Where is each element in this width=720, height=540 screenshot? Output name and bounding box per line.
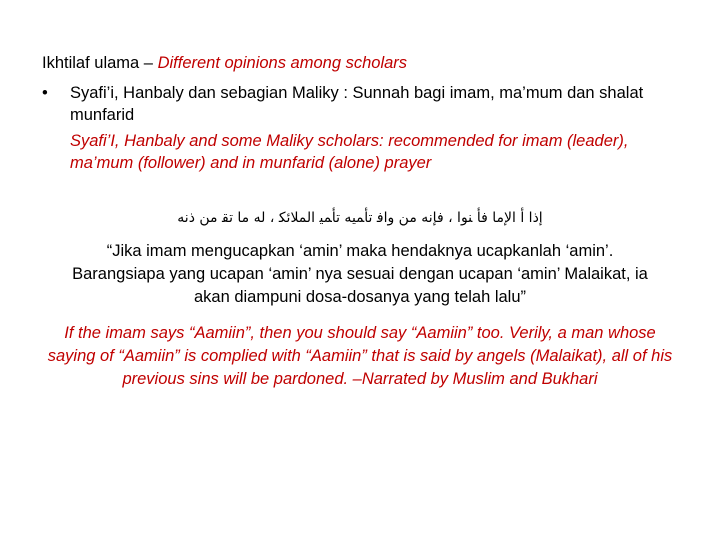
bullet-row xyxy=(42,82,682,126)
hadith-malay-translation: “Jika imam mengucapkan ‘amin’ maka hendaknya ucapkanlah ‘amin’. Barangsiapa yang ucapan ‘amin’ nya sesuai dengan ucapan ‘amin’ Malaikat, ia akan diampuni dosa-dosanya yang telah lalu” xyxy=(72,242,648,306)
bullet-text: Syafi’i, Hanbaly dan sebagian Maliky : Sunnah bagi imam, ma’mum dan shalat munfarid xyxy=(70,84,644,124)
heading-malay: Ikhtilaf ulama – xyxy=(42,54,158,72)
heading-english: Different opinions among scholars xyxy=(157,54,408,72)
opinion-bullet xyxy=(42,82,682,174)
hadith-arabic: ﺇﺫﺍ ﺃ ﺍﻹﻣﺎ ﻓﺄ ﻨﻮﺍ ، ﻓﺈﻧﻪ ﻣﻦ ﻭﺍﻓ ﺗﺄﻤﻴﻪ ﺗﺄﻤﻴ ﺍﻟﻤﻼﺋﻜ ، ﻟﻪ ﻣﺎ ﺗﻘ ﻣﻦ ﺫﻧﻪ xyxy=(177,210,543,226)
hadith-english-translation: If the imam says “Aamiin”, then you should say “Aamiin” too. Verily, a man whose saying of “Aamiin” is complied with “Aamiin” that is said by angels (Malaikat), all of his previous sins will be pardoned. –Narrated by Muslim and Bukhari xyxy=(47,324,673,388)
slide-heading xyxy=(42,52,407,75)
bullet-dot-icon: • xyxy=(42,84,48,102)
bullet-translation: Syafi’I, Hanbaly and some Maliky scholars: recommended for imam (leader), ma’mum (follower) and in munfarid (alone) prayer xyxy=(70,132,629,172)
